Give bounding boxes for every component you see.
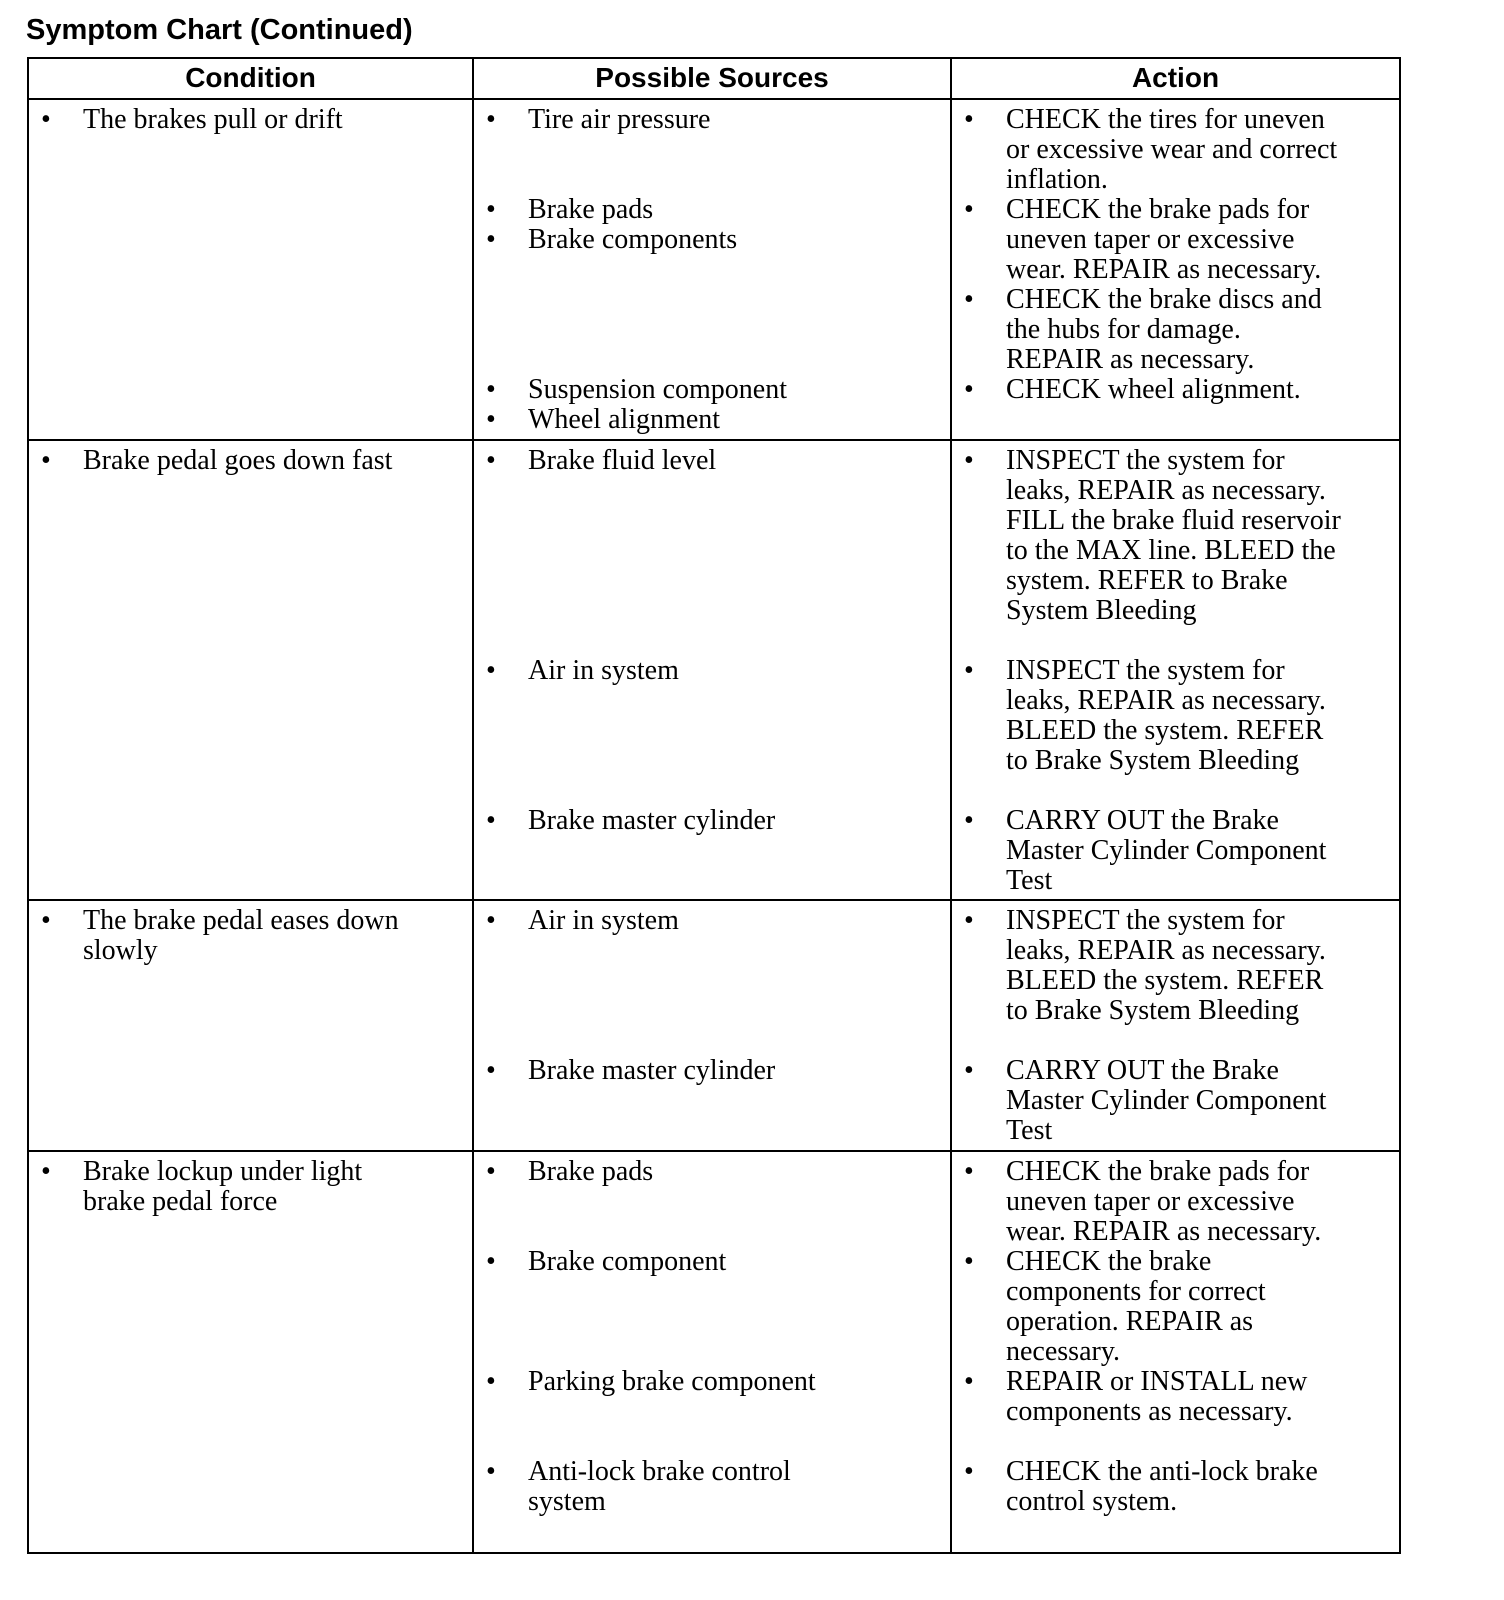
bullet: • (964, 1366, 974, 1397)
bullet: • (964, 445, 974, 476)
bullet: • (486, 1246, 496, 1277)
bullet: • (486, 1055, 496, 1086)
bullet: • (964, 805, 974, 836)
action-text: CHECK the tires for uneven or excessive wear and correct inflation. (1006, 104, 1338, 195)
sources-cell (474, 100, 952, 439)
bullet: • (486, 194, 496, 225)
action-text: CHECK the brake pads for uneven taper or excessive wear. REPAIR as necessary. (1006, 194, 1322, 285)
action-cell (952, 441, 1399, 899)
table-row (29, 100, 1399, 441)
action-text: INSPECT the system for leaks, REPAIR as necessary. FILL the brake fluid reservoir to the MAX line. BLEED the system. REFER to Brake System Bleeding (1006, 445, 1341, 626)
condition-text: The brakes pull or drift (83, 104, 343, 135)
table-row (29, 441, 1399, 901)
action-text: CHECK the brake pads for uneven taper or excessive wear. REPAIR as necessary. (1006, 1156, 1322, 1247)
bullet: • (486, 805, 496, 836)
bullet: • (486, 374, 496, 405)
source-text: Brake components (528, 224, 738, 255)
bullet: • (486, 1366, 496, 1397)
source-text: Brake pads (528, 194, 654, 225)
condition-text: Brake lockup under light brake pedal force (83, 1156, 363, 1217)
bullet: • (486, 905, 496, 936)
source-text: Brake master cylinder (528, 805, 776, 836)
action-text: INSPECT the system for leaks, REPAIR as necessary. BLEED the system. REFER to Brake System Bleeding (1006, 905, 1326, 1026)
header-action: Action (1131, 62, 1220, 93)
bullet: • (964, 1055, 974, 1086)
source-text: Suspension component (528, 374, 787, 405)
condition-cell (29, 901, 474, 1150)
bullet: • (41, 104, 51, 135)
action-text: CARRY OUT the Brake Master Cylinder Component Test (1006, 805, 1327, 896)
header-possible-sources: Possible Sources (474, 59, 952, 98)
action-text: CARRY OUT the Brake Master Cylinder Component Test (1006, 1055, 1327, 1146)
bullet: • (964, 194, 974, 225)
source-text: Air in system (528, 905, 679, 936)
condition-text: The brake pedal eases down slowly (83, 905, 399, 966)
bullet: • (964, 104, 974, 135)
table-header (29, 59, 1399, 100)
bullet: • (486, 104, 496, 135)
bullet: • (964, 1156, 974, 1187)
action-text: CHECK the brake components for correct operation. REPAIR as necessary. (1006, 1246, 1266, 1367)
action-cell (952, 100, 1399, 439)
action-text: CHECK wheel alignment. (1006, 374, 1301, 405)
sources-cell (474, 901, 952, 1150)
source-text: Anti-lock brake control system (528, 1456, 791, 1517)
bullet: • (964, 284, 974, 315)
source-text: Brake component (528, 1246, 727, 1277)
table-row (29, 1152, 1399, 1552)
bullet: • (486, 655, 496, 686)
bullet: • (41, 905, 51, 936)
action-cell (952, 901, 1399, 1150)
bullet: • (41, 1156, 51, 1187)
bullet: • (41, 445, 51, 476)
bullet: • (486, 224, 496, 255)
condition-cell (29, 100, 474, 439)
table-row (29, 901, 1399, 1152)
bullet: • (964, 655, 974, 686)
condition-cell (29, 441, 474, 899)
bullet: • (964, 905, 974, 936)
action-text: REPAIR or INSTALL new components as necessary. (1006, 1366, 1308, 1427)
bullet: • (486, 1456, 496, 1487)
source-text: Brake pads (528, 1156, 654, 1187)
action-text: INSPECT the system for leaks, REPAIR as necessary. BLEED the system. REFER to Brake System Bleeding (1006, 655, 1326, 776)
bullet: • (486, 404, 496, 435)
condition-cell (29, 1152, 474, 1552)
page-title: Symptom Chart (Continued) (26, 14, 413, 46)
bullet: • (964, 374, 974, 405)
source-text: Air in system (528, 655, 679, 686)
action-text: CHECK the anti-lock brake control system. (1006, 1456, 1318, 1517)
source-text: Tire air pressure (528, 104, 711, 135)
bullet: • (964, 1456, 974, 1487)
action-text: CHECK the brake discs and the hubs for damage. REPAIR as necessary. (1006, 284, 1322, 375)
condition-text: Brake pedal goes down fast (83, 445, 393, 476)
source-text: Brake fluid level (528, 445, 717, 476)
symptom-table (27, 57, 1401, 1554)
bullet: • (486, 1156, 496, 1187)
source-text: Wheel alignment (528, 404, 721, 435)
sources-cell (474, 1152, 952, 1552)
sources-cell (474, 441, 952, 899)
header-condition: Condition (29, 59, 474, 98)
bullet: • (964, 1246, 974, 1277)
source-text: Parking brake component (528, 1366, 816, 1397)
source-text: Brake master cylinder (528, 1055, 776, 1086)
action-cell (952, 1152, 1399, 1552)
bullet: • (486, 445, 496, 476)
